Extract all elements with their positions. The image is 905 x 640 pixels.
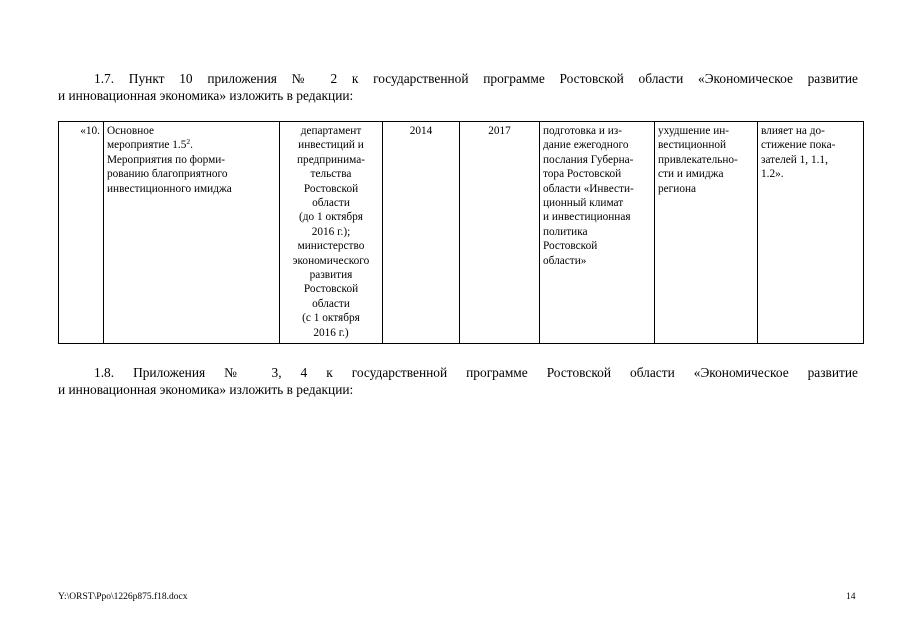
cell-line: послания Губерна-: [543, 153, 634, 166]
cell-line: (с 1 октября: [302, 312, 360, 325]
cell-line: развития: [309, 269, 353, 282]
item-name-cell: [104, 122, 280, 344]
executor-cell: [280, 122, 383, 344]
cell-line: 2016 г.): [313, 326, 349, 339]
paragraph-1-8-line-2: и инновационная экономика» изложить в редакции:: [58, 382, 354, 397]
cell-line: привлекательно-: [658, 153, 738, 166]
table-row: [59, 122, 864, 344]
cell-line: сти и имиджа: [658, 168, 724, 181]
cell-line: вестиционной: [658, 139, 727, 152]
cell-line: 2016 г.);: [311, 225, 351, 238]
consequence-cell: [655, 122, 758, 344]
cell-line: тельства: [310, 168, 352, 181]
cell-line: инвестиционного имиджа: [107, 182, 232, 195]
paragraph-1-7-line-2: и инновационная экономика» изложить в редакции:: [58, 88, 354, 103]
page-number: 14: [846, 592, 856, 602]
cell-line: министерство: [297, 240, 365, 253]
cell-line: 1.2».: [761, 168, 784, 181]
cell-line: стижение пока-: [761, 139, 836, 152]
footer-file-path: Y:\ORST\Ppo\1226p875.f18.docx: [58, 592, 188, 602]
cell-line: предпринима-: [297, 153, 365, 166]
cell-line: (до 1 октября: [298, 211, 364, 224]
end-year-cell: [460, 122, 540, 344]
cell-line: области «Инвести-: [543, 182, 634, 195]
cell-line: экономического: [292, 254, 370, 267]
program-item-table: [58, 121, 864, 344]
cell-line: департамент: [300, 125, 362, 137]
cell-line: Ростовской: [543, 240, 598, 253]
paragraph-1-7-line-1: 1.7. Пункт 10 приложения № 2 к государственной программе Ростовской области «Экономическое развитие: [94, 71, 858, 86]
cell-line: рованию благоприятного: [107, 168, 228, 181]
item-number-cell: [59, 122, 104, 344]
cell-line: тора Ростовской: [543, 168, 622, 181]
cell-line: ционный климат: [543, 197, 624, 210]
cell-line: Ростовской: [303, 283, 359, 296]
cell-line: региона: [658, 182, 697, 195]
cell-line: подготовка и из-: [543, 125, 623, 137]
paragraph-1-8-line-1: 1.8. Приложения № 3, 4 к государственной программе Ростовской области «Экономическое развитие: [94, 365, 858, 380]
cell-line: зателей 1, 1.1,: [761, 153, 828, 166]
cell-line: инвестиций и: [298, 139, 364, 152]
cell-line: дание ежегодного: [543, 139, 629, 152]
cell-line: мероприятие $1.5^2$.: [107, 137, 193, 152]
cell-line: Мероприятия по форми-: [107, 153, 226, 166]
item-number: «10.: [80, 125, 100, 137]
cell-line: области: [312, 197, 350, 210]
end-year: 2017: [488, 125, 511, 137]
start-year-cell: [383, 122, 460, 344]
footnote-marker: 2: [186, 137, 191, 147]
start-year: 2014: [409, 125, 433, 137]
cell-line: ухудшение ин-: [658, 125, 730, 137]
cell-line: влияет на до-: [761, 125, 825, 137]
cell-line: Ростовской: [303, 182, 359, 195]
expected-result-cell: [540, 122, 655, 344]
cell-line: Основное: [107, 125, 155, 137]
cell-line: области: [312, 297, 350, 310]
cell-line: и инвестиционная: [543, 211, 631, 224]
paragraph-1-8: [58, 364, 858, 398]
cell-line: области»: [543, 254, 587, 267]
paragraph-1-7: [58, 70, 858, 104]
cell-line: политика: [543, 225, 588, 238]
indicator-link-cell: [758, 122, 864, 344]
